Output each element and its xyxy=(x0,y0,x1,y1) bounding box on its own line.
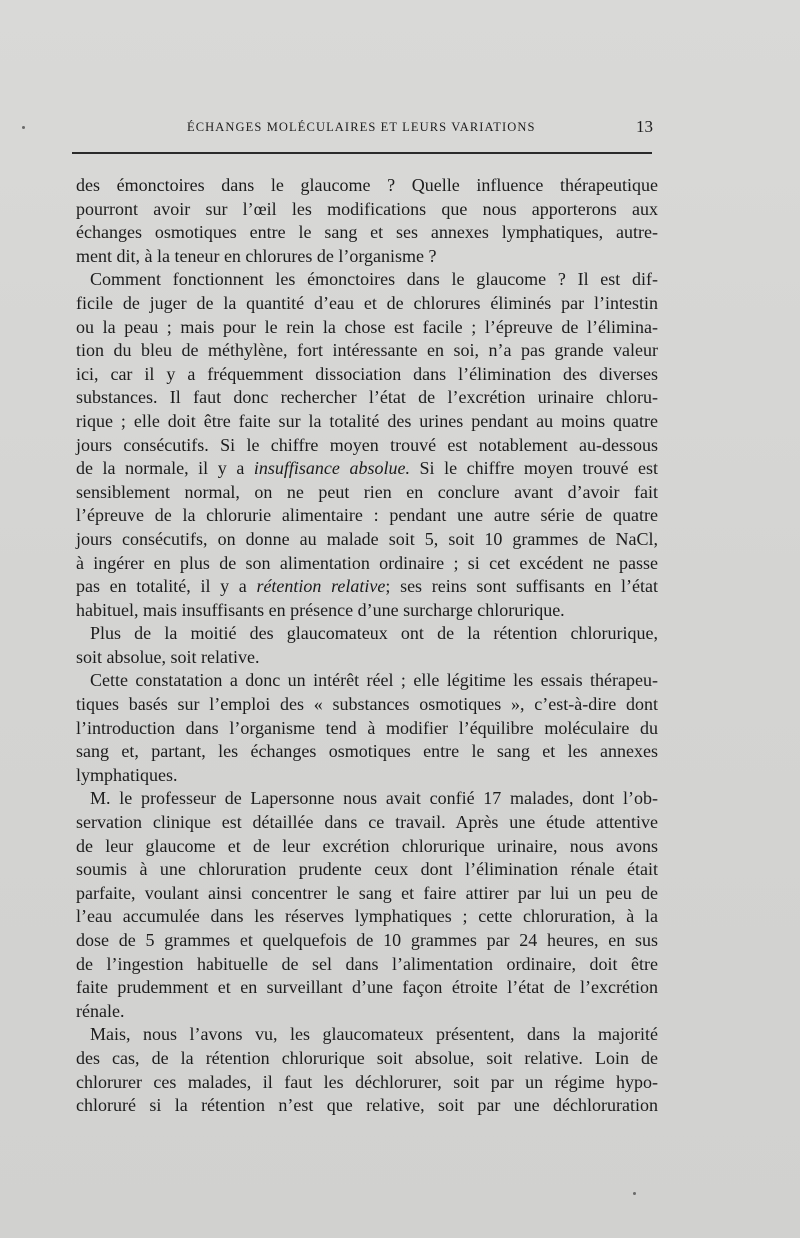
text-line xyxy=(76,740,658,764)
text-line xyxy=(76,268,658,292)
text-segment: ficile de juger de la quantité d’eau et de chlorures éliminés par l’intestin xyxy=(76,292,658,313)
text-segment: de l’ingestion habituelle de sel dans l’alimentation ordinaire, doit être xyxy=(76,953,658,974)
text-line xyxy=(76,481,658,505)
text-segment: faite prudemment et en surveillant d’une façon étroite l’état de l’excrétion xyxy=(76,977,658,998)
text-line xyxy=(76,1094,658,1118)
text-line xyxy=(76,410,658,434)
text-line xyxy=(76,363,658,387)
text-line xyxy=(76,976,658,1000)
text-line xyxy=(76,693,658,717)
italic-text: rétention relative xyxy=(256,576,386,597)
text-segment: des émonctoires dans le glaucome ? Quelle influence thérapeutique xyxy=(76,175,658,195)
text-line xyxy=(76,575,658,599)
text-line xyxy=(76,386,658,410)
text-segment: ici, car il y a fréquemment dissociation dans l’élimination des diverses xyxy=(76,363,658,384)
text-line xyxy=(76,316,658,340)
running-header xyxy=(72,118,657,142)
text-segment: pas en totalité, il y a xyxy=(76,576,257,597)
header-rule xyxy=(72,152,652,154)
text-line xyxy=(76,929,658,953)
text-line xyxy=(76,1023,658,1047)
text-line xyxy=(76,669,658,693)
text-segment: des cas, de la rétention chlorurique soit absolue, soit relative. Loin de xyxy=(76,1047,658,1068)
text-segment: jours consécutifs, on donne au malade soit 5, soit 10 grammes de NaCl, xyxy=(76,528,658,549)
text-segment: habituel, mais insuffisants en présence d’une surcharge chlorurique. xyxy=(76,599,565,620)
text-segment: rénale. xyxy=(76,1000,125,1021)
text-line xyxy=(76,174,658,198)
text-segment: lymphatiques. xyxy=(76,764,178,785)
text-segment: l’introduction dans l’organisme tend à modifier l’équilibre moléculaire du xyxy=(76,717,658,738)
text-line xyxy=(76,434,658,458)
text-line xyxy=(76,1047,658,1071)
text-segment: tiques basés sur l’emploi des « substances osmotiques », c’est-à-dire dont xyxy=(76,694,658,715)
text-segment: dose de 5 grammes et quelquefois de 10 grammes par 24 heures, en sus xyxy=(76,930,658,950)
text-line xyxy=(76,835,658,859)
text-segment: ; ses reins sont suffisants en l’état xyxy=(385,576,659,597)
text-line xyxy=(76,221,658,245)
running-title: ÉCHANGES MOLÉCULAIRES ET LEURS VARIATIONS xyxy=(187,120,536,134)
text-segment: substances. Il faut donc rechercher l’état de l’excrétion urinaire chloru- xyxy=(76,387,658,408)
text-segment: Mais, nous l’avons vu, les glaucomateux présentent, dans la majorité xyxy=(90,1024,658,1045)
text-segment: jours consécutifs. Si le chiffre moyen trouvé est notablement au-dessous xyxy=(76,434,658,455)
text-segment: Plus de la moitié des glaucomateux ont de la rétention chlorurique, xyxy=(90,623,658,644)
text-line xyxy=(76,858,658,882)
text-line xyxy=(76,622,658,646)
text-segment: échanges osmotiques entre le sang et ses annexes lymphatiques, autre- xyxy=(76,222,658,243)
text-line xyxy=(76,198,658,222)
text-segment: pourront avoir sur l’œil les modifications que nous apporterons aux xyxy=(76,198,658,219)
text-segment: l’eau accumulée dans les réserves lymphatiques ; cette chloruration, à la xyxy=(76,906,658,927)
text-line xyxy=(76,882,658,906)
text-segment: de leur glaucome et de leur excrétion chlorurique urinaire, nous avons xyxy=(76,835,658,856)
text-line xyxy=(76,646,658,670)
text-segment: soit absolue, soit relative. xyxy=(76,646,260,667)
text-line xyxy=(76,1000,658,1024)
text-segment: chloruré si la rétention n’est que relative, soit par une déchloruration xyxy=(76,1095,658,1116)
text-segment: l’épreuve de la chlorurie alimentaire : pendant une autre série de quatre xyxy=(76,505,658,526)
text-segment: sang et, partant, les échanges osmotiques entre le sang et les annexes xyxy=(76,741,658,762)
text-line xyxy=(76,1071,658,1095)
text-line xyxy=(76,953,658,977)
text-segment: soumis à une chloruration prudente ceux dont l’élimination rénale était xyxy=(76,859,658,880)
italic-text: insuffisance absolue. xyxy=(253,458,410,479)
text-line xyxy=(76,905,658,929)
text-segment: à ingérer en plus de son alimentation ordinaire ; si cet excédent ne passe xyxy=(76,552,658,573)
text-line xyxy=(76,292,658,316)
body-text xyxy=(76,174,658,1118)
text-segment: chlorurer ces malades, il faut les déchlorurer, soit par un régime hypo- xyxy=(76,1071,658,1092)
text-segment: Cette constatation a donc un intérêt réel ; elle légitime les essais thérapeu- xyxy=(90,670,658,691)
scan-speck xyxy=(22,126,25,129)
text-line xyxy=(76,528,658,552)
text-segment: de la normale, il y a xyxy=(76,458,254,479)
text-segment: Comment fonctionnent les émonctoires dans le glaucome ? Il est dif- xyxy=(90,269,658,290)
text-line xyxy=(76,245,658,269)
text-line xyxy=(76,811,658,835)
text-segment: sensiblement normal, on ne peut rien en conclure avant d’avoir fait xyxy=(76,481,658,502)
text-segment: ment dit, à la teneur en chlorures de l’organisme ? xyxy=(76,245,437,266)
text-line xyxy=(76,552,658,576)
text-line xyxy=(76,764,658,788)
text-segment: parfaite, voulant ainsi concentrer le sang et faire attirer par lui un peu de xyxy=(76,882,658,903)
text-line xyxy=(76,787,658,811)
scan-speck xyxy=(633,1192,636,1195)
text-segment: ou la peau ; mais pour le rein la chose est facile ; l’épreuve de l’élimina- xyxy=(76,316,658,337)
text-segment: rique ; elle doit être faite sur la totalité des urines pendant au moins quatre xyxy=(76,410,658,431)
text-segment: M. le professeur de Lapersonne nous avait confié 17 malades, dont l’ob- xyxy=(90,788,658,809)
text-line xyxy=(76,599,658,623)
text-line xyxy=(76,504,658,528)
text-segment: servation clinique est détaillée dans ce travail. Après une étude attentive xyxy=(76,812,658,833)
text-segment: tion du bleu de méthylène, fort intéressante en soi, n’a pas grande valeur xyxy=(76,340,658,361)
text-line xyxy=(76,717,658,741)
text-line xyxy=(76,339,658,363)
text-line xyxy=(76,457,658,481)
text-segment: Si le chiffre moyen trouvé est xyxy=(409,458,658,479)
page-number: 13 xyxy=(636,117,653,136)
